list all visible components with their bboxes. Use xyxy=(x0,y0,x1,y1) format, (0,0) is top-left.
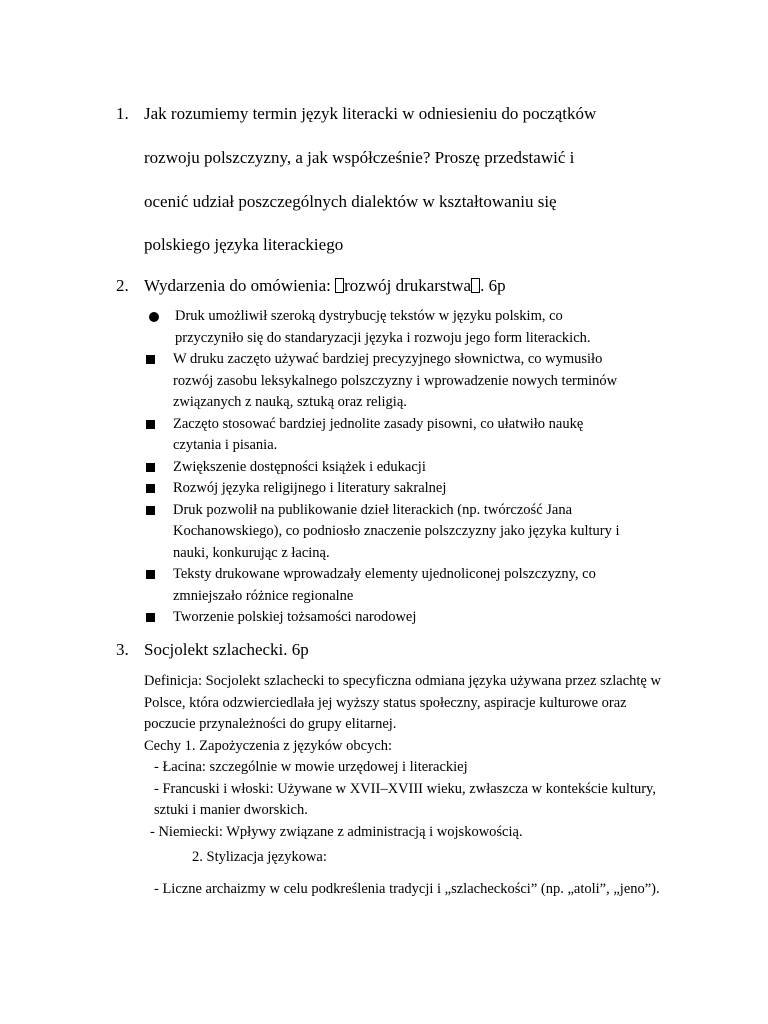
list-item xyxy=(0,564,768,607)
feature-latin: - Łacina: szczególnie w mowie urzędowej i literackiej xyxy=(154,759,468,775)
list-item xyxy=(0,306,768,349)
bullet-square-icon xyxy=(146,463,155,472)
section-1-number: 1. xyxy=(116,104,129,123)
feature-archaisms: - Liczne archaizmy w celu podkreślenia tradycji i „szlacheckości” (np. „atoli”, „jeno”). xyxy=(154,880,660,897)
list-item-text: Teksty drukowane wprowadzały elementy ujednoliconej polszczyzny, co xyxy=(173,566,596,582)
section-1-line-4: polskiego języka literackiego xyxy=(144,235,344,254)
features-heading: Cechy 1. Zapożyczenia z języków obcych: xyxy=(144,737,393,754)
list-item-text: Tworzenie polskiej tożsamości narodowej xyxy=(173,609,417,625)
section-1-line-3: ocenić udział poszczególnych dialektów w kształtowaniu się xyxy=(144,192,557,211)
missing-glyph-box-icon xyxy=(471,278,480,293)
feature-french-italian: - Francuski i włoski: Używane w XVII–XVIII wieku, zwłaszcza w kontekście kultury, sztuki i manier dworskich. xyxy=(154,780,656,818)
bullet-square-icon xyxy=(146,506,155,515)
list-item-text: Rozwój języka religijnego i literatury sakralnej xyxy=(173,480,447,496)
list-item xyxy=(0,607,768,629)
missing-glyph-box-icon xyxy=(335,278,344,293)
list-item-text: Zwiększenie dostępności książek i edukacji xyxy=(173,458,426,475)
section-3-title: Socjolekt szlachecki. 6p xyxy=(144,640,309,659)
definition-paragraph: Definicja: Socjolekt szlachecki to specyficzna odmiana języka używana przez szlachtę w Polsce, która odzwierciedlała jej wyższy status społeczny, aspiracje kulturowe oraz poczucie przynależności do grupy elitarnej. xyxy=(144,673,661,732)
section-2-bullet-list xyxy=(0,306,768,629)
list-item-text: Druk umożliwił szeroką dystrybucję tekstów w języku polskim, co xyxy=(175,308,563,324)
bullet-dot-icon xyxy=(149,312,159,322)
list-item-continuation: związanych z nauką, sztuką oraz religią. xyxy=(173,394,407,410)
bullet-square-icon xyxy=(146,570,155,579)
bullet-square-icon xyxy=(146,484,155,493)
bullet-square-icon xyxy=(146,420,155,429)
bullet-square-icon xyxy=(146,613,155,622)
stylization-heading: 2. Stylizacja językowa: xyxy=(192,849,327,865)
section-2-number: 2. xyxy=(116,276,129,295)
list-item xyxy=(0,457,768,479)
list-item-continuation: rozwój zasobu leksykalnego polszczyzny i wprowadzenie nowych terminów xyxy=(173,372,618,389)
list-item-continuation: przyczyniło się do standaryzacji języka i rozwoju jego form literackich. xyxy=(175,329,591,346)
list-item-text: W druku zaczęto używać bardziej precyzyjnego słownictwa, co wymusiło xyxy=(173,351,603,367)
section-2-title-suffix: . 6p xyxy=(480,276,506,295)
list-item-text: Druk pozwolił na publikowanie dzieł literackich (np. twórczość Jana xyxy=(173,501,573,518)
section-3-body xyxy=(144,671,664,900)
section-3-number: 3. xyxy=(116,640,129,659)
feature-german: - Niemiecki: Wpływy związane z administracją i wojskowością. xyxy=(150,823,523,840)
section-1-line-1: Jak rozumiemy termin język literacki w odniesieniu do początków xyxy=(144,104,597,123)
section-2-title-prefix: Wydarzenia do omówienia: xyxy=(144,276,336,295)
list-item xyxy=(0,500,768,565)
list-item xyxy=(0,478,768,500)
list-item xyxy=(0,349,768,414)
section-1-line-2: rozwoju polszczyzny, a jak współcześnie? Proszę przedstawić i xyxy=(144,148,575,167)
list-item-continuation: Kochanowskiego), co podniosło znaczenie polszczyzny jako języka kultury i xyxy=(173,523,620,539)
section-2-title-topic: rozwój drukarstwa xyxy=(344,276,472,295)
list-item-continuation: zmniejszało różnice regionalne xyxy=(173,587,354,604)
list-item-continuation: czytania i pisania. xyxy=(173,437,278,453)
bullet-square-icon xyxy=(146,355,155,364)
list-item-text: Zaczęto stosować bardziej jednolite zasady pisowni, co ułatwiło naukę xyxy=(173,415,584,432)
section-2-title xyxy=(144,276,506,296)
list-item xyxy=(0,414,768,457)
list-item-continuation: nauki, konkurując z łaciną. xyxy=(173,544,330,561)
